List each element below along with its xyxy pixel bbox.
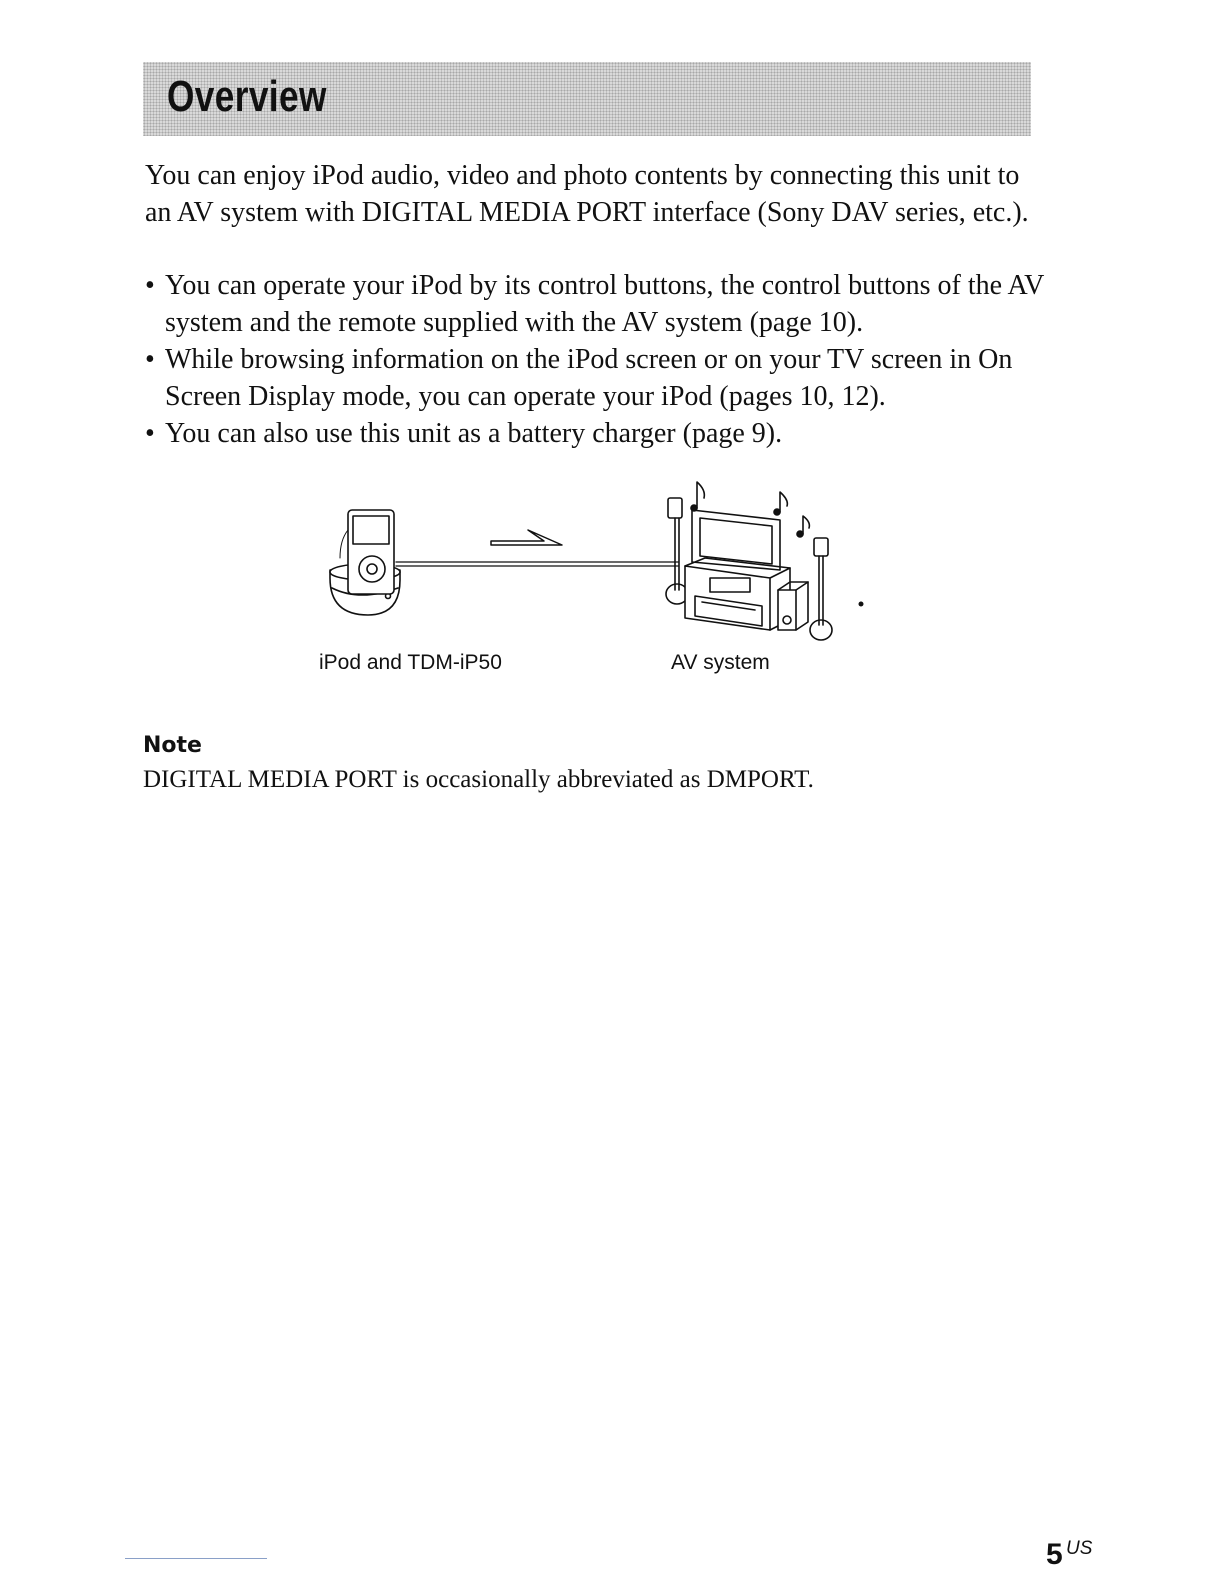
bullet-icon: • xyxy=(145,270,155,301)
bullet-icon: • xyxy=(145,344,155,375)
connection-cable xyxy=(396,562,678,566)
intro-paragraph: You can enjoy iPod audio, video and photo contents by connecting this unit to an AV system with DIGITAL MEDIA PORT interface (Sony DAV series, etc.). xyxy=(145,160,1029,228)
music-note-icon xyxy=(780,492,787,512)
list-item-text: You can operate your iPod by its control buttons, the control buttons of the AV system and the remote supplied with the AV system (page 10). xyxy=(165,270,1044,338)
footer-rule xyxy=(125,1558,267,1559)
music-note-icon xyxy=(697,482,704,508)
list-item xyxy=(145,415,1045,452)
list-item xyxy=(145,341,1045,415)
speaker-icon xyxy=(810,538,832,640)
ipod-icon xyxy=(340,510,394,594)
figure-caption-av-system: AV system xyxy=(671,651,770,674)
list-item-text: While browsing information on the iPod screen or on your TV screen in On Screen Display mode, you can operate your iPod (pages 10, 12). xyxy=(165,344,1013,412)
list-item-text: You can also use this unit as a battery charger (page 9). xyxy=(165,418,783,449)
music-note-icon xyxy=(803,516,809,534)
page-number: 5 xyxy=(1046,1538,1063,1571)
dot-mark xyxy=(859,602,864,607)
feature-list xyxy=(145,267,1045,452)
arrow-icon xyxy=(491,530,562,545)
page-region-suffix: US xyxy=(1066,1538,1093,1559)
note-text: DIGITAL MEDIA PORT is occasionally abbreviated as DMPORT. xyxy=(143,766,814,793)
note-heading: Note xyxy=(143,733,202,758)
subwoofer-icon xyxy=(778,582,808,630)
figure-caption-ipod: iPod and TDM-iP50 xyxy=(319,651,502,674)
section-heading-bar xyxy=(143,62,1031,136)
bullet-icon: • xyxy=(145,418,155,449)
list-item xyxy=(145,267,1045,341)
page-title: Overview xyxy=(167,72,327,121)
